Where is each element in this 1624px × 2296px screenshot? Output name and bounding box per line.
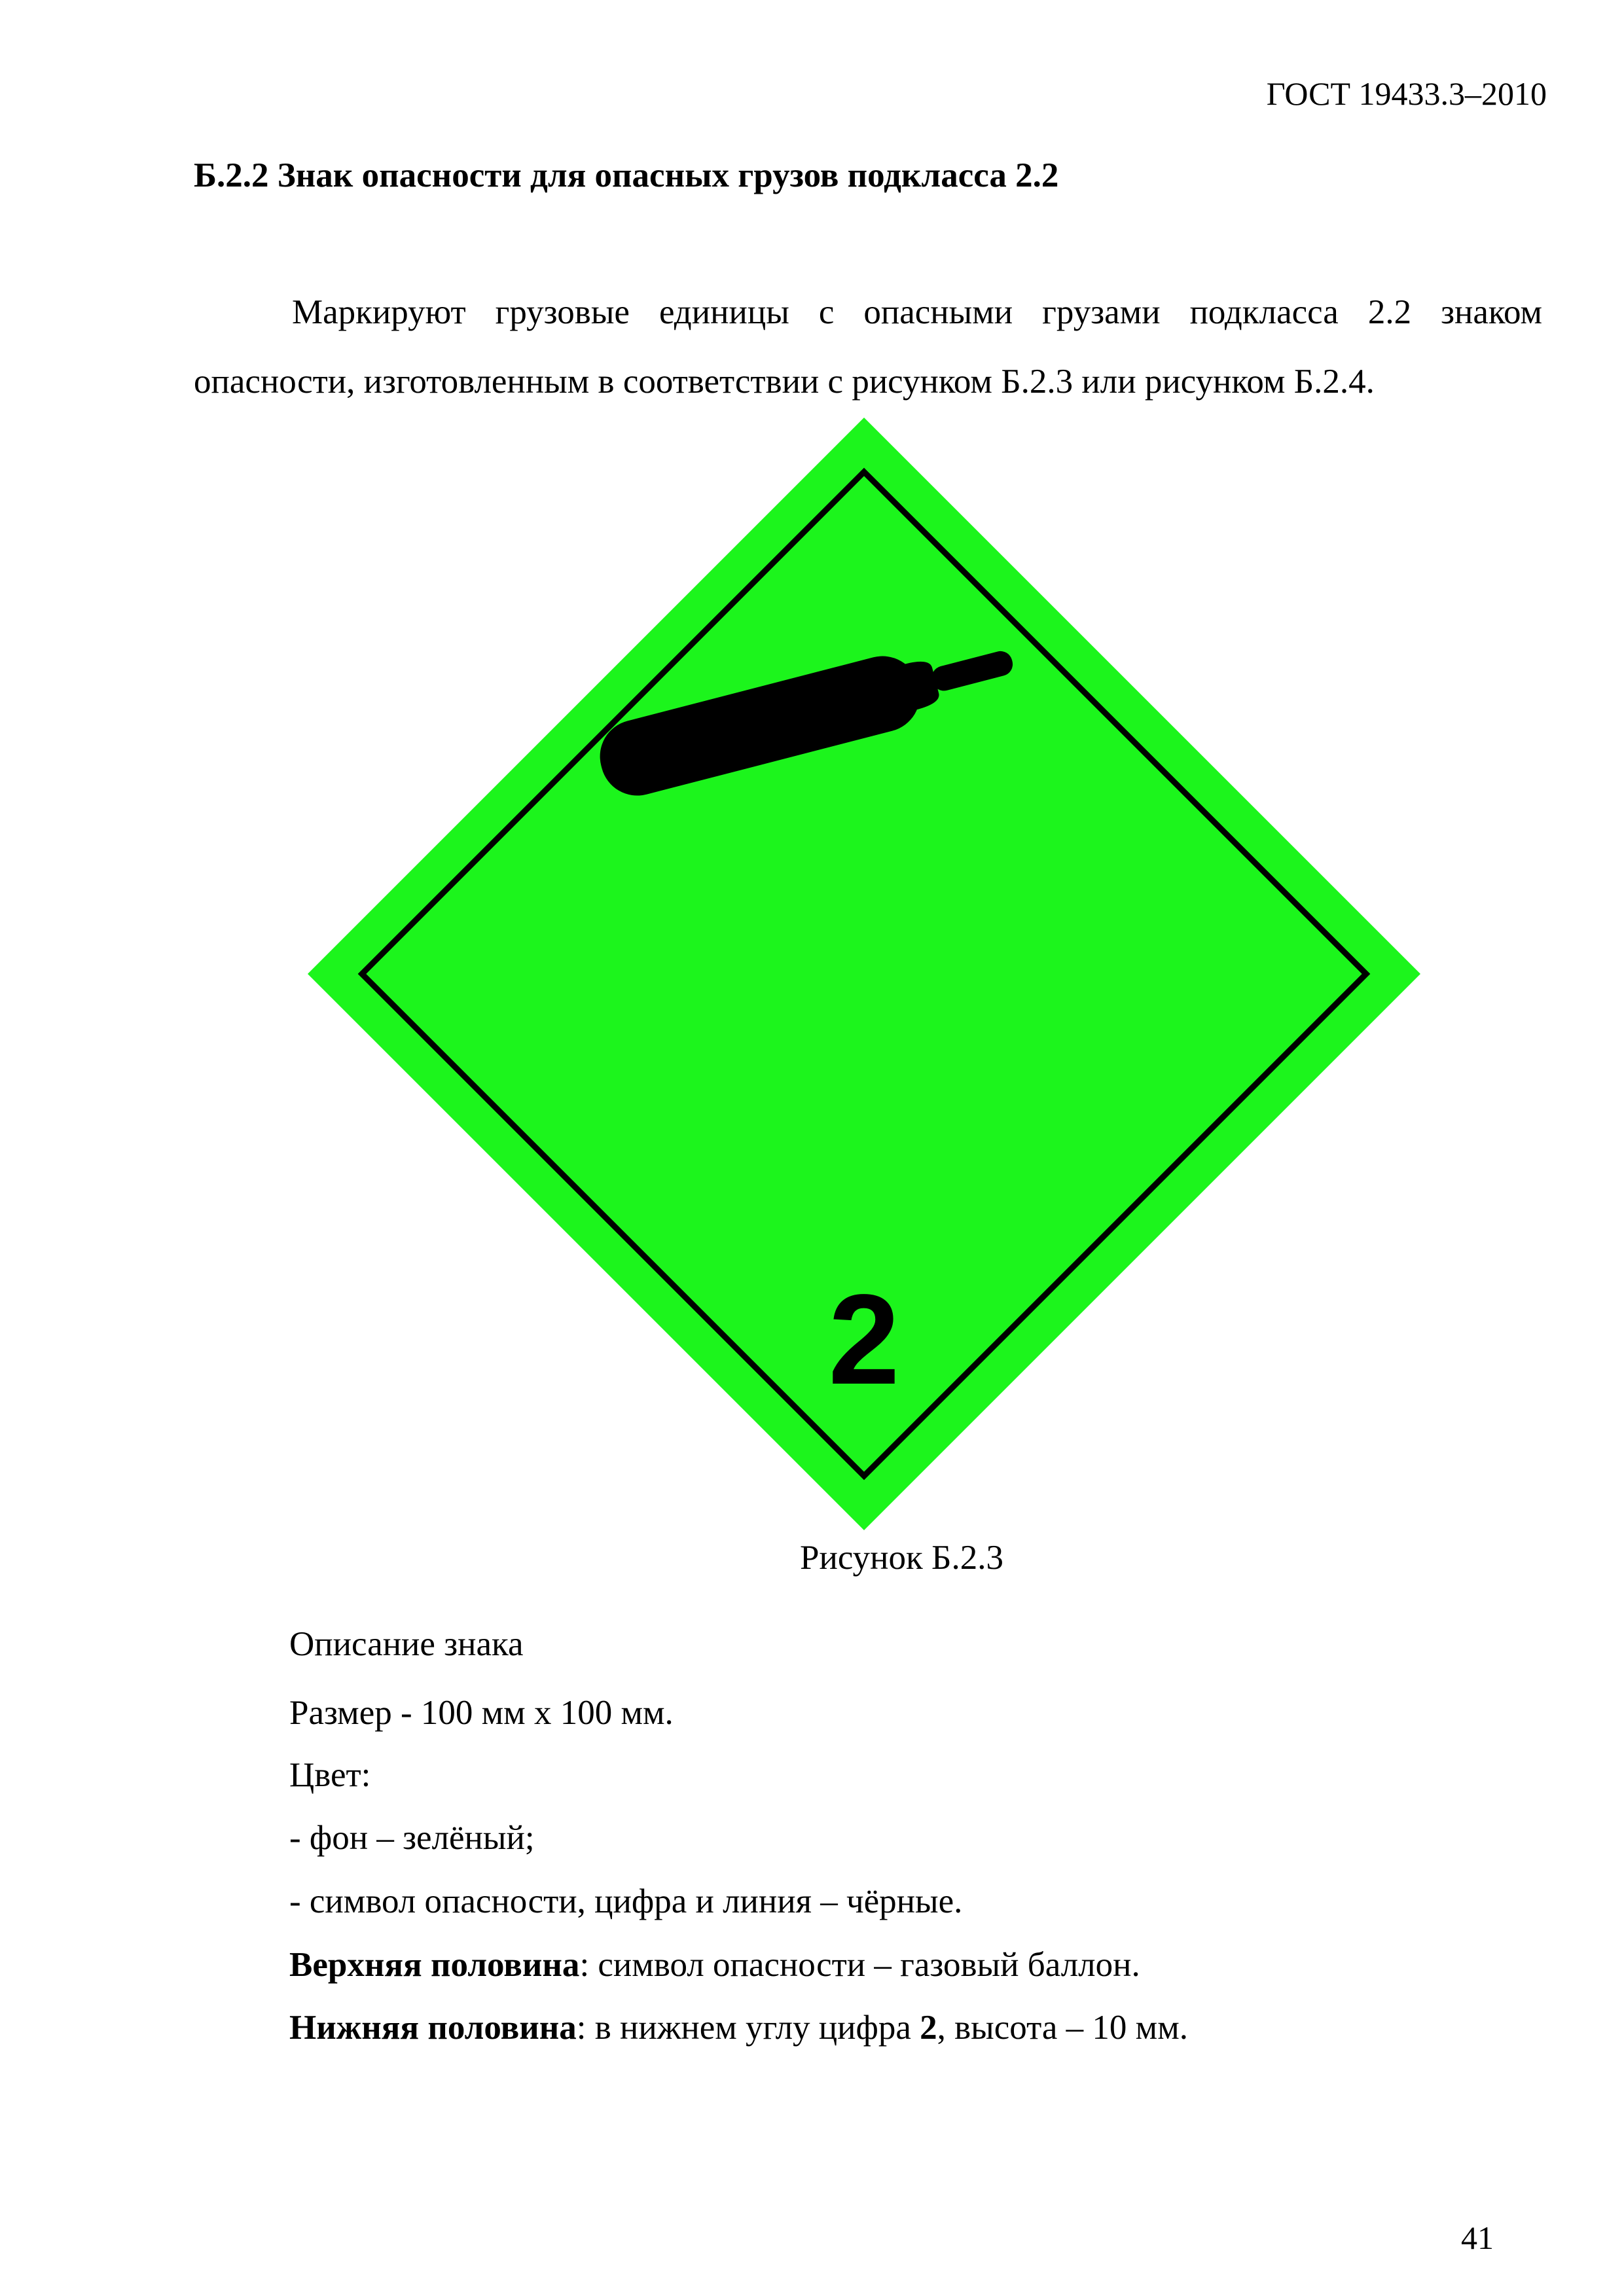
description-color-label: Цвет: <box>289 1756 371 1794</box>
description-size: Размер - 100 мм х 100 мм. <box>289 1694 674 1732</box>
lower-half-text-after: , высота – 10 мм. <box>937 2009 1189 2047</box>
color-item-symbol: - символ опасности, цифра и линия – чёрные. <box>289 1882 963 1920</box>
intro-paragraph: Маркируют грузовые единицы с опасными грузами подкласса 2.2 знаком опасности, изготовленным в соответствии с рисунком Б.2.3 или рисунком Б.2.4. <box>194 293 1542 401</box>
lower-half-label: Нижняя половина <box>289 2009 577 2047</box>
hazard-sign <box>308 418 1420 1530</box>
section-heading: Б.2.2 Знак опасности для опасных грузов подкласса 2.2 <box>194 156 1059 194</box>
upper-half-text: : символ опасности – газовый баллон. <box>579 1946 1140 1984</box>
upper-half-label: Верхняя половина <box>289 1946 580 1984</box>
page-number: 41 <box>1461 2219 1494 2256</box>
hazard-sign-figure <box>308 418 1420 1530</box>
class-number: 2 <box>828 1268 900 1411</box>
color-item-background: - фон – зелёный; <box>289 1819 535 1857</box>
lower-half-digit: 2 <box>920 2009 937 2047</box>
lower-half-text-before: : в нижнем углу цифра <box>576 2009 920 2047</box>
description-title: Описание знака <box>289 1625 524 1663</box>
document-header: ГОСТ 19433.3–2010 <box>1266 75 1547 112</box>
lower-half-description <box>289 2011 1188 2045</box>
figure-caption: Рисунок Б.2.3 <box>800 1539 1003 1577</box>
upper-half-description <box>289 1948 1140 1982</box>
